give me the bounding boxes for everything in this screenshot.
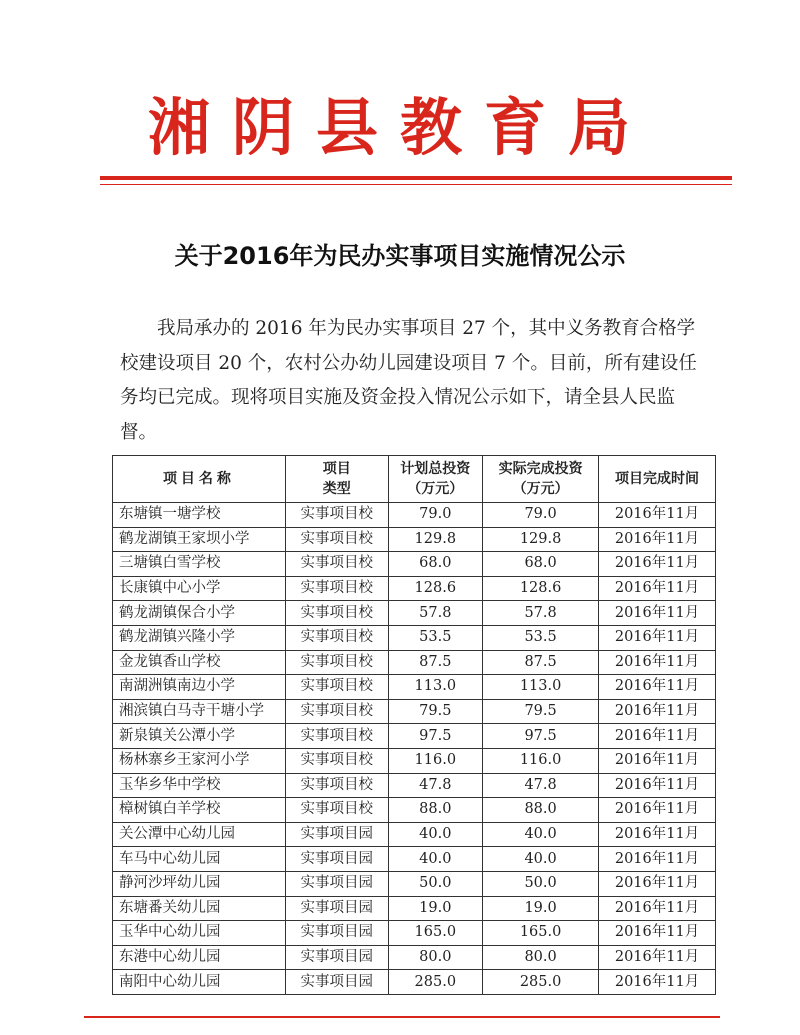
actual-investment-cell: 68.0: [483, 552, 599, 577]
project-name-cell: 静河沙坪幼儿园: [113, 871, 286, 896]
project-name-cell: 关公潭中心幼儿园: [113, 822, 286, 847]
completion-time-cell: 2016年11月: [599, 724, 716, 749]
header-type-line1: 项目: [322, 461, 351, 477]
table-row: [113, 748, 716, 773]
table-row: [113, 896, 716, 921]
header-plan-line2: （万元）: [407, 481, 464, 497]
table-row: [113, 773, 716, 798]
actual-investment-cell: 53.5: [483, 625, 599, 650]
plan-investment-cell: 88.0: [388, 798, 483, 823]
actual-investment-cell: 40.0: [483, 822, 599, 847]
actual-investment-cell: 116.0: [483, 748, 599, 773]
project-type-cell: 实事项目校: [285, 576, 388, 601]
table-row: [113, 798, 716, 823]
project-name-cell: 新泉镇关公潭小学: [113, 724, 286, 749]
project-type-cell: 实事项目校: [285, 724, 388, 749]
project-name-cell: 杨林寨乡王家河小学: [113, 748, 286, 773]
project-type-cell: 实事项目园: [285, 945, 388, 970]
project-type-cell: 实事项目校: [285, 601, 388, 626]
project-type-cell: 实事项目园: [285, 970, 388, 995]
project-name-cell: 鹤龙湖镇王家坝小学: [113, 527, 286, 552]
project-name-cell: 长康镇中心小学: [113, 576, 286, 601]
actual-investment-cell: 50.0: [483, 871, 599, 896]
actual-investment-cell: 57.8: [483, 601, 599, 626]
project-type-cell: 实事项目校: [285, 650, 388, 675]
project-type-cell: 实事项目校: [285, 699, 388, 724]
table-body: [113, 503, 716, 995]
completion-time-cell: 2016年11月: [599, 601, 716, 626]
project-name-cell: 玉华乡华中学校: [113, 773, 286, 798]
letterhead-red-rule-thin: [100, 184, 732, 185]
project-name-cell: 樟树镇白羊学校: [113, 798, 286, 823]
plan-investment-cell: 50.0: [388, 871, 483, 896]
document-title: 关于2016年为民办实事项目实施情况公示: [174, 242, 626, 270]
table-row: [113, 552, 716, 577]
completion-time-cell: 2016年11月: [599, 625, 716, 650]
project-name-cell: 东港中心幼儿园: [113, 945, 286, 970]
plan-investment-cell: 128.6: [388, 576, 483, 601]
completion-time-cell: 2016年11月: [599, 503, 716, 528]
table-row: [113, 945, 716, 970]
project-type-cell: 实事项目校: [285, 527, 388, 552]
plan-investment-cell: 97.5: [388, 724, 483, 749]
project-name-cell: 东塘番关幼儿园: [113, 896, 286, 921]
table-row: [113, 847, 716, 872]
actual-investment-cell: 79.5: [483, 699, 599, 724]
table-row: [113, 871, 716, 896]
completion-time-cell: 2016年11月: [599, 650, 716, 675]
actual-investment-cell: 80.0: [483, 945, 599, 970]
table-row: [113, 527, 716, 552]
plan-investment-cell: 79.5: [388, 699, 483, 724]
project-type-cell: 实事项目校: [285, 552, 388, 577]
project-name-cell: 东塘镇一塘学校: [113, 503, 286, 528]
actual-investment-cell: 87.5: [483, 650, 599, 675]
project-type-cell: 实事项目校: [285, 625, 388, 650]
project-name-cell: 三塘镇白雪学校: [113, 552, 286, 577]
project-type-cell: 实事项目园: [285, 921, 388, 946]
completion-time-cell: 2016年11月: [599, 798, 716, 823]
table-row: [113, 724, 716, 749]
project-type-cell: 实事项目校: [285, 773, 388, 798]
plan-investment-cell: 113.0: [388, 675, 483, 700]
projects-table: [112, 455, 716, 995]
project-name-cell: 鹤龙湖镇保合小学: [113, 601, 286, 626]
project-type-cell: 实事项目校: [285, 503, 388, 528]
project-type-cell: 实事项目园: [285, 871, 388, 896]
header-plan: [388, 456, 483, 503]
letterhead-org-name: 湘阴县教育局: [147, 91, 652, 164]
completion-time-cell: 2016年11月: [599, 527, 716, 552]
actual-investment-cell: 97.5: [483, 724, 599, 749]
letterhead-red-rule: [100, 176, 732, 180]
plan-investment-cell: 165.0: [388, 921, 483, 946]
project-name-cell: 车马中心幼儿园: [113, 847, 286, 872]
project-type-cell: 实事项目园: [285, 822, 388, 847]
project-name-cell: 鹤龙湖镇兴隆小学: [113, 625, 286, 650]
plan-investment-cell: 79.0: [388, 503, 483, 528]
actual-investment-cell: 19.0: [483, 896, 599, 921]
completion-time-cell: 2016年11月: [599, 847, 716, 872]
header-plan-line1: 计划总投资: [400, 461, 471, 477]
footer-red-rule: [84, 1016, 720, 1018]
completion-time-cell: 2016年11月: [599, 773, 716, 798]
actual-investment-cell: 285.0: [483, 970, 599, 995]
completion-time-cell: 2016年11月: [599, 699, 716, 724]
plan-investment-cell: 57.8: [388, 601, 483, 626]
project-type-cell: 实事项目园: [285, 847, 388, 872]
table-row: [113, 970, 716, 995]
table-row: [113, 822, 716, 847]
table-row: [113, 650, 716, 675]
plan-investment-cell: 129.8: [388, 527, 483, 552]
actual-investment-cell: 79.0: [483, 503, 599, 528]
project-name-cell: 南阳中心幼儿园: [113, 970, 286, 995]
completion-time-cell: 2016年11月: [599, 921, 716, 946]
plan-investment-cell: 285.0: [388, 970, 483, 995]
completion-time-cell: 2016年11月: [599, 896, 716, 921]
plan-investment-cell: 53.5: [388, 625, 483, 650]
header-name: 项目名称: [113, 456, 286, 503]
actual-investment-cell: 165.0: [483, 921, 599, 946]
header-time: 项目完成时间: [599, 456, 716, 503]
project-type-cell: 实事项目校: [285, 675, 388, 700]
table-header-row: [113, 456, 716, 503]
completion-time-cell: 2016年11月: [599, 675, 716, 700]
header-type: [285, 456, 388, 503]
header-actual-line2: （万元）: [512, 481, 569, 497]
plan-investment-cell: 40.0: [388, 847, 483, 872]
project-name-cell: 玉华中心幼儿园: [113, 921, 286, 946]
plan-investment-cell: 87.5: [388, 650, 483, 675]
actual-investment-cell: 129.8: [483, 527, 599, 552]
actual-investment-cell: 88.0: [483, 798, 599, 823]
completion-time-cell: 2016年11月: [599, 945, 716, 970]
actual-investment-cell: 40.0: [483, 847, 599, 872]
plan-investment-cell: 40.0: [388, 822, 483, 847]
table-row: [113, 576, 716, 601]
project-type-cell: 实事项目园: [285, 896, 388, 921]
project-type-cell: 实事项目校: [285, 798, 388, 823]
plan-investment-cell: 47.8: [388, 773, 483, 798]
table-row: [113, 601, 716, 626]
header-actual: [483, 456, 599, 503]
completion-time-cell: 2016年11月: [599, 970, 716, 995]
actual-investment-cell: 47.8: [483, 773, 599, 798]
project-name-cell: 湘滨镇白马寺干塘小学: [113, 699, 286, 724]
intro-paragraph: [120, 312, 700, 450]
table-row: [113, 921, 716, 946]
table-row: [113, 699, 716, 724]
plan-investment-cell: 68.0: [388, 552, 483, 577]
header-actual-line1: 实际完成投资: [498, 461, 583, 477]
actual-investment-cell: 113.0: [483, 675, 599, 700]
completion-time-cell: 2016年11月: [599, 748, 716, 773]
table-row: [113, 503, 716, 528]
completion-time-cell: 2016年11月: [599, 822, 716, 847]
plan-investment-cell: 80.0: [388, 945, 483, 970]
intro-text: 我局承办的 2016 年为民办实事项目 27 个，其中义务教育合格学校建设项目 20 个，农村公办幼儿园建设项目 7 个。目前，所有建设任务均已完成。现将项目实施及资金投入情况公示如下，请全县人民监督。: [120, 318, 697, 443]
table-row: [113, 675, 716, 700]
project-name-cell: 金龙镇香山学校: [113, 650, 286, 675]
header-type-line2: 类型: [322, 481, 351, 497]
project-type-cell: 实事项目校: [285, 748, 388, 773]
actual-investment-cell: 128.6: [483, 576, 599, 601]
plan-investment-cell: 116.0: [388, 748, 483, 773]
completion-time-cell: 2016年11月: [599, 576, 716, 601]
plan-investment-cell: 19.0: [388, 896, 483, 921]
completion-time-cell: 2016年11月: [599, 871, 716, 896]
table-row: [113, 625, 716, 650]
completion-time-cell: 2016年11月: [599, 552, 716, 577]
project-name-cell: 南湖洲镇南边小学: [113, 675, 286, 700]
